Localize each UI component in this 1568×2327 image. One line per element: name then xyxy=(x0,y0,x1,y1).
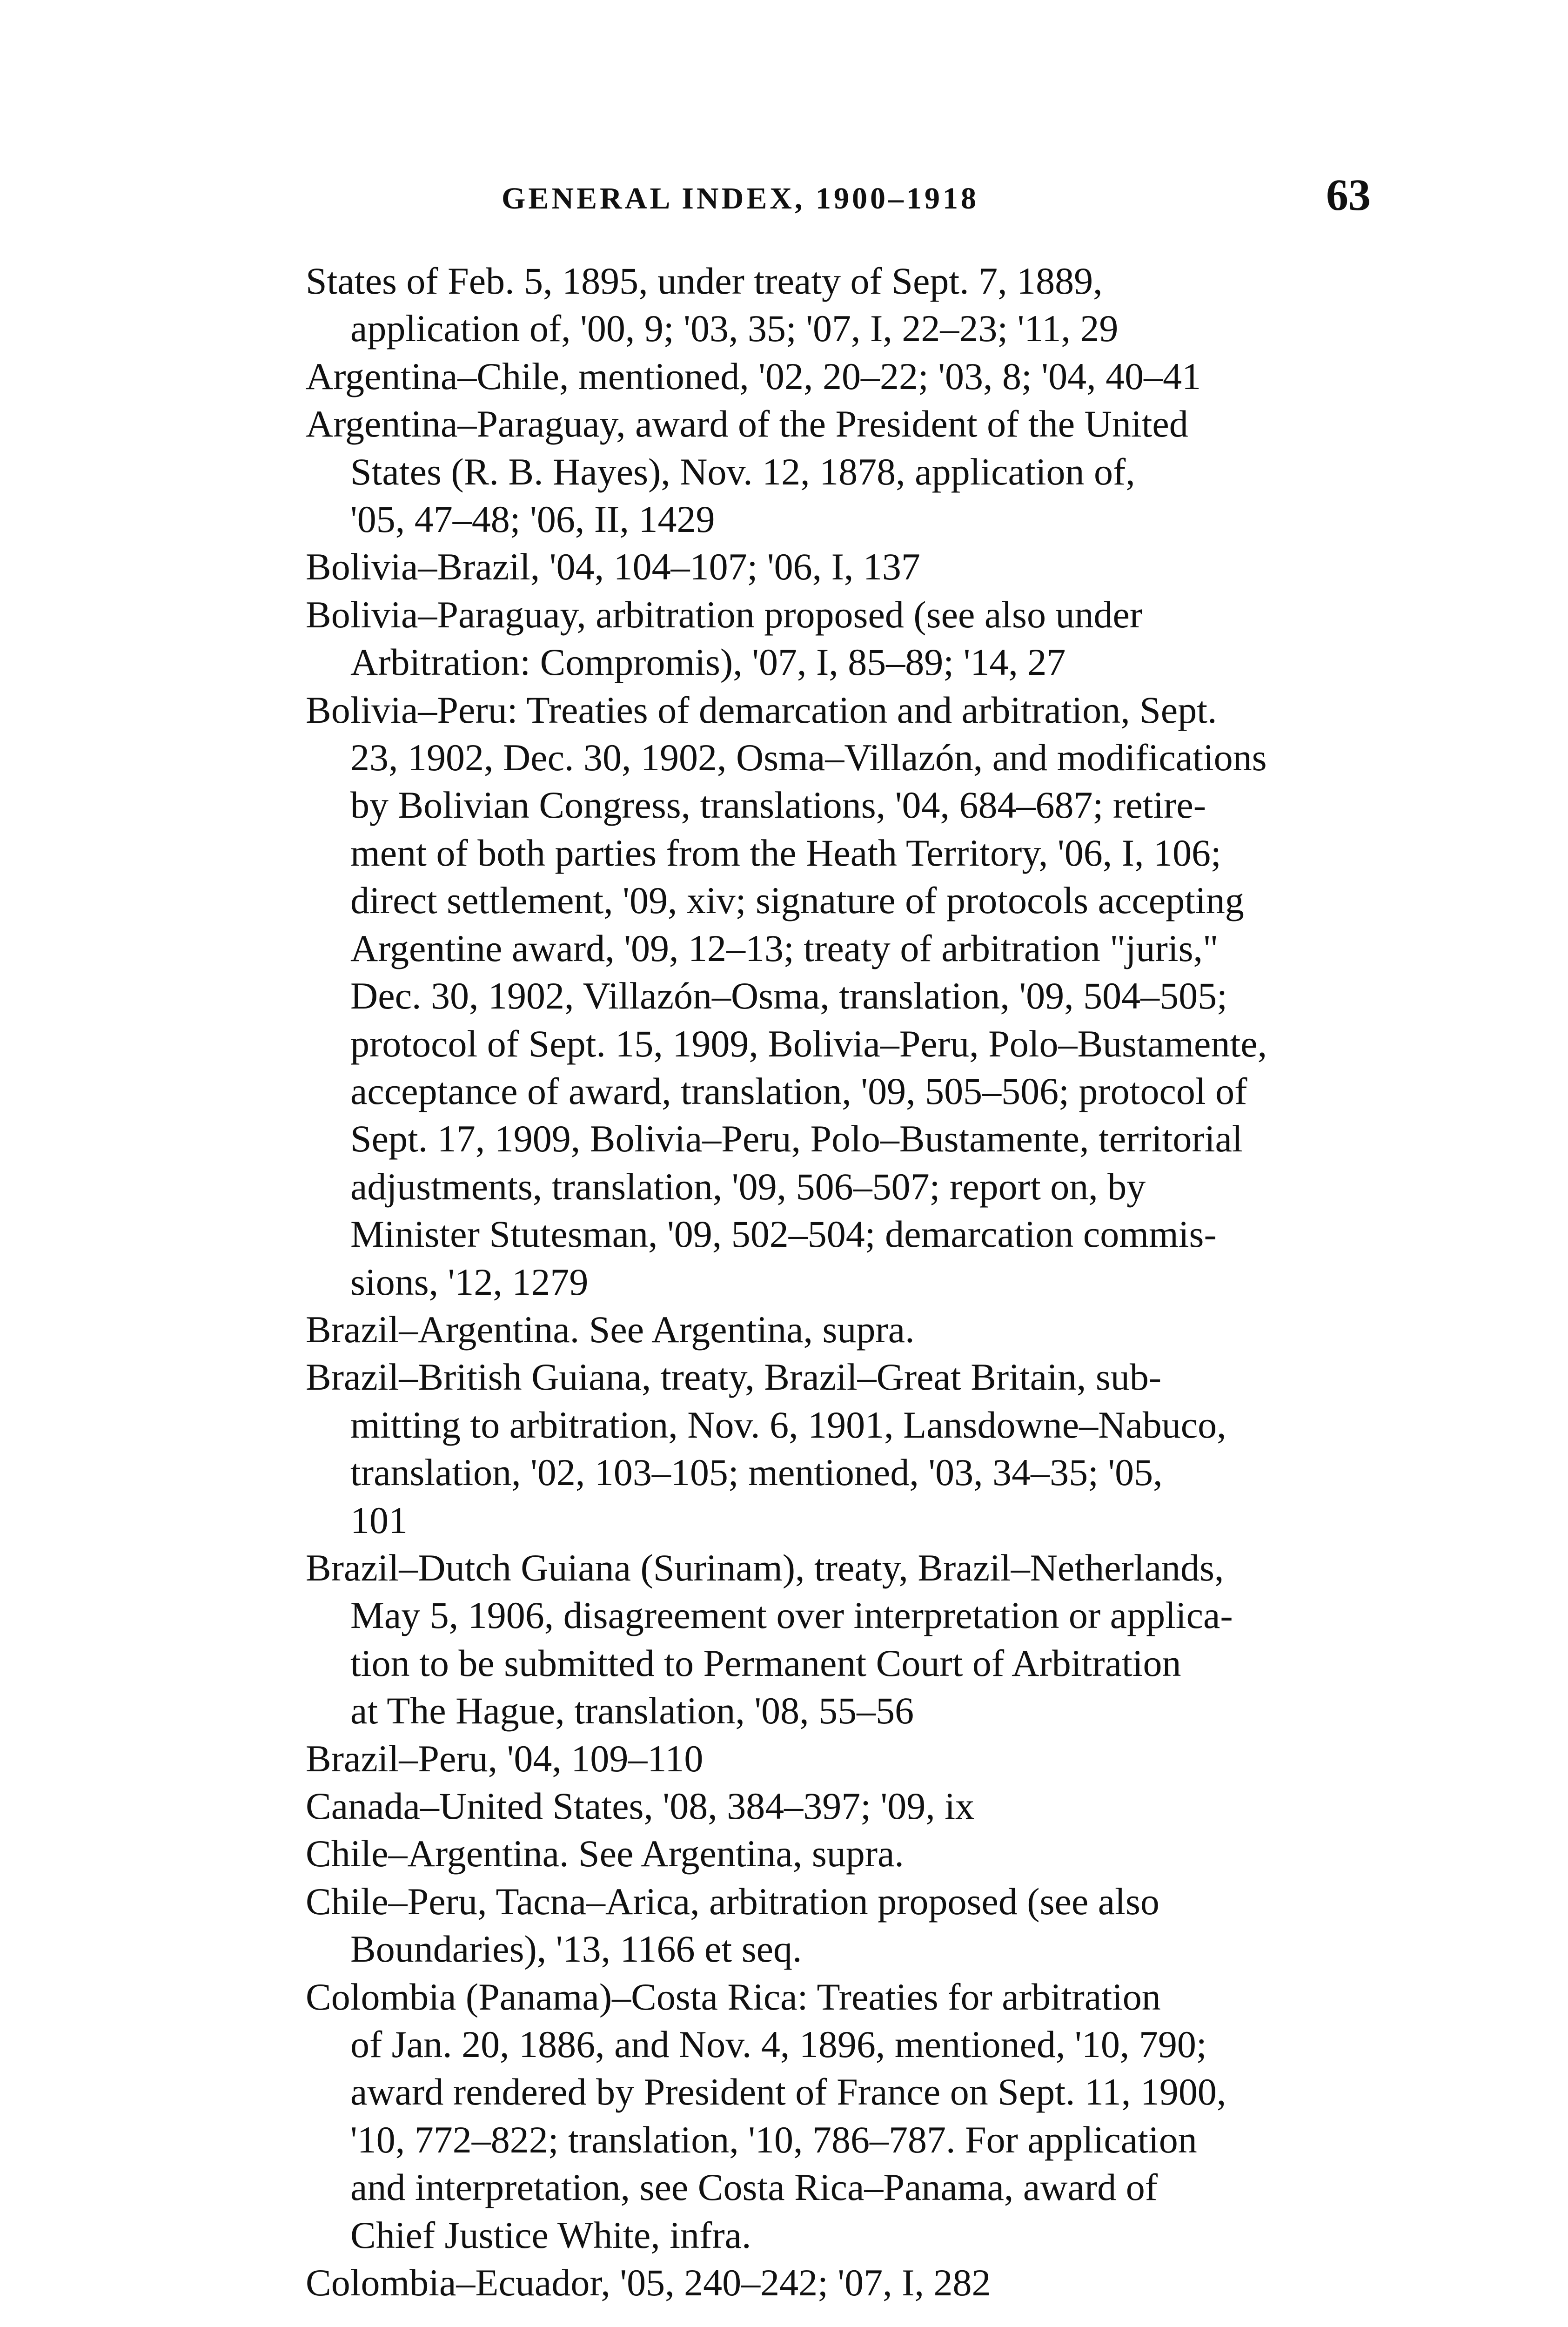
index-entry-line: and interpretation, see Costa Rica–Panama, award of xyxy=(350,2166,1158,2209)
index-entry-line: tion to be submitted to Permanent Court of Arbitration xyxy=(350,1641,1181,1684)
index-entry-line: translation, '02, 103–105; mentioned, '03, 34–35; '05, xyxy=(350,1451,1163,1494)
running-header xyxy=(0,170,1568,224)
index-entry-line: States of Feb. 5, 1895, under treaty of Sept. 7, 1889, xyxy=(306,260,1103,302)
index-entry-line: Bolivia–Paraguay, arbitration proposed (see also under xyxy=(306,593,1143,636)
index-entry-line: Canada–United States, '08, 384–397; '09, ix xyxy=(306,1785,975,1827)
index-entry-line: mitting to arbitration, Nov. 6, 1901, Lansdowne–Nabuco, xyxy=(350,1403,1226,1446)
index-entry-line: protocol of Sept. 15, 1909, Bolivia–Peru, Polo–Bustamente, xyxy=(350,1022,1267,1065)
index-entry xyxy=(306,543,1376,591)
index-entry xyxy=(306,591,1376,686)
index-entry xyxy=(306,400,1376,543)
index-entry-line: Bolivia–Brazil, '04, 104–107; '06, I, 137 xyxy=(306,545,920,588)
index-entry-line: Sept. 17, 1909, Bolivia–Peru, Polo–Bustamente, territorial xyxy=(350,1117,1243,1160)
index-entry-line: 101 xyxy=(350,1499,408,1541)
index-entry-line: Argentine award, '09, 12–13; treaty of arbitration "juris," xyxy=(350,927,1219,969)
index-entry-line: by Bolivian Congress, translations, '04, 684–687; retire- xyxy=(350,784,1206,827)
index-entry-line: Brazil–British Guiana, treaty, Brazil–Great Britain, sub- xyxy=(306,1356,1162,1399)
index-entry-line: Brazil–Dutch Guiana (Surinam), treaty, Brazil–Netherlands, xyxy=(306,1546,1224,1589)
index-entry xyxy=(306,1735,1376,1782)
index-entry xyxy=(306,2259,1376,2307)
index-entry-line: May 5, 1906, disagreement over interpretation or applica- xyxy=(350,1594,1233,1637)
index-entry-line: Chile–Argentina. See Argentina, supra. xyxy=(306,1832,904,1875)
index-entry xyxy=(306,353,1376,400)
index-entry-line: Chile–Peru, Tacna–Arica, arbitration proposed (see also xyxy=(306,1880,1159,1923)
index-entry-line: Dec. 30, 1902, Villazón–Osma, translation, '09, 504–505; xyxy=(350,975,1227,1017)
index-entry-line: acceptance of award, translation, '09, 505–506; protocol of xyxy=(350,1069,1247,1112)
index-entry-line: Argentina–Chile, mentioned, '02, 20–22; '03, 8; '04, 40–41 xyxy=(306,355,1201,397)
index-entry-line: '10, 772–822; translation, '10, 786–787. For application xyxy=(350,2118,1197,2161)
index-entry-line: sions, '12, 1279 xyxy=(350,1260,589,1303)
index-entry-line: Arbitration: Compromis), '07, I, 85–89; '14, 27 xyxy=(350,641,1066,684)
index-entry xyxy=(306,1973,1376,2259)
index-entry-line: of Jan. 20, 1886, and Nov. 4, 1896, mentioned, '10, 790; xyxy=(350,2023,1207,2066)
index-entry-line: Argentina–Paraguay, award of the President of the United xyxy=(306,403,1188,445)
index-entries xyxy=(306,257,1376,2307)
index-entry-line: States (R. B. Hayes), Nov. 12, 1878, application of, xyxy=(350,450,1135,493)
index-entry-line: Colombia (Panama)–Costa Rica: Treaties for arbitration xyxy=(306,1975,1161,2018)
index-entry xyxy=(306,686,1376,1306)
index-entry-line: ment of both parties from the Heath Territory, '06, I, 106; xyxy=(350,831,1221,874)
index-entry-line: Brazil–Argentina. See Argentina, supra. xyxy=(306,1308,915,1351)
index-entry-line: adjustments, translation, '09, 506–507; report on, by xyxy=(350,1165,1146,1208)
index-entry-line: Boundaries), '13, 1166 et seq. xyxy=(350,1928,802,1971)
index-entry-line: Brazil–Peru, '04, 109–110 xyxy=(306,1737,704,1780)
index-entry xyxy=(306,1830,1376,1877)
index-entry-line: Minister Stutesman, '09, 502–504; demarcation commis- xyxy=(350,1213,1217,1256)
index-entry-line: Chief Justice White, infra. xyxy=(350,2213,751,2256)
index-entry xyxy=(306,257,1376,353)
index-entry-line: Bolivia–Peru: Treaties of demarcation and arbitration, Sept. xyxy=(306,688,1217,731)
index-entry xyxy=(306,1878,1376,1973)
running-head-title: GENERAL INDEX, 1900–1918 xyxy=(502,182,979,215)
index-entry xyxy=(306,1544,1376,1735)
index-entry-line: application of, '00, 9; '03, 35; '07, I, 22–23; '11, 29 xyxy=(350,307,1119,350)
index-entry-line: direct settlement, '09, xiv; signature of protocols accepting xyxy=(350,879,1244,922)
index-entry xyxy=(306,1782,1376,1830)
page-number: 63 xyxy=(1326,170,1371,220)
index-entry-line: '05, 47–48; '06, II, 1429 xyxy=(350,498,715,541)
index-entry-line: Colombia–Ecuador, '05, 240–242; '07, I, 282 xyxy=(306,2261,991,2304)
index-entry-line: award rendered by President of France on Sept. 11, 1900, xyxy=(350,2071,1226,2113)
index-entry xyxy=(306,1306,1376,1353)
index-entry xyxy=(306,1353,1376,1544)
index-entry-line: at The Hague, translation, '08, 55–56 xyxy=(350,1689,914,1732)
index-entry-line: 23, 1902, Dec. 30, 1902, Osma–Villazón, and modifications xyxy=(350,736,1267,779)
